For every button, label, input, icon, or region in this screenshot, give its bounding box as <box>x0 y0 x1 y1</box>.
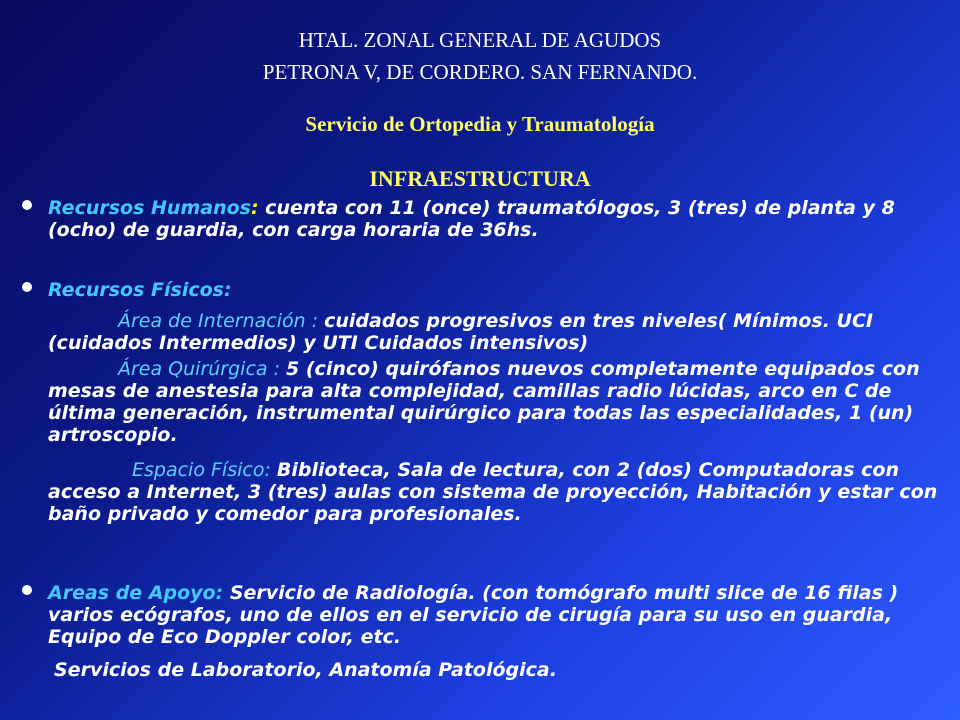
hospital-name: HTAL. ZONAL GENERAL DE AGUDOS <box>298 28 662 52</box>
item-areas-apoyo <box>48 582 948 648</box>
hospital-address: PETRONA V, DE CORDERO. SAN FERNANDO. <box>262 60 698 84</box>
item-label: Área Quirúrgica : <box>118 358 287 380</box>
item-text: Servicios de Laboratorio, Anatomía Patológica. <box>54 659 557 681</box>
item-area-quirurgica <box>48 358 948 446</box>
item-text: cuenta con 11 (once) traumatólogos, 3 (tres) de planta y 8 (ocho) de guardia, con carga horaria de 36hs. <box>48 197 895 241</box>
bullet-icon <box>22 282 32 292</box>
item-recursos-fisicos <box>48 279 948 301</box>
item-separator: : <box>250 197 259 219</box>
service-title: Servicio de Ortopedia y Traumatología <box>305 112 655 136</box>
item-laboratorio <box>48 659 948 681</box>
item-label: Recursos Humanos <box>48 197 251 219</box>
item-label: Espacio Físico: <box>132 459 277 481</box>
item-label: Areas de Apoyo: <box>48 582 230 604</box>
bullet-icon <box>22 200 32 210</box>
item-text: Biblioteca, Sala de lectura, con 2 (dos) Computadoras con acceso a Internet, 3 (tres) aulas con sistema de proyección, Habitación y estar con baño privado y comedor para profesionales. <box>48 459 938 525</box>
item-label: Área de Internación : <box>118 310 325 332</box>
item-text: 5 (cinco) quirófanos nuevos completamente equipados con mesas de anestesia para alta complejidad, camillas radio lúcidas, arco en C de última generación, instrumental quirúrgico para todas las especialidades, 1 (un) artroscopio. <box>48 358 920 446</box>
item-text: Servicio de Radiología. (con tomógrafo multi slice de 16 filas ) varios ecógrafos, uno de ellos en el servicio de cirugía para su uso en guardia, Equipo de Eco Doppler color, etc. <box>48 582 899 648</box>
item-recursos-humanos <box>48 197 948 241</box>
bullet-icon <box>22 585 32 595</box>
item-espacio-fisico <box>48 459 948 525</box>
section-title: INFRAESTRUCTURA <box>369 166 591 191</box>
item-text: cuidados progresivos en tres niveles( Mínimos. UCI (cuidados Intermedios) y UTI Cuidados intensivos) <box>48 310 873 354</box>
item-area-internacion <box>48 310 948 354</box>
item-label: Recursos Físicos: <box>48 279 232 301</box>
